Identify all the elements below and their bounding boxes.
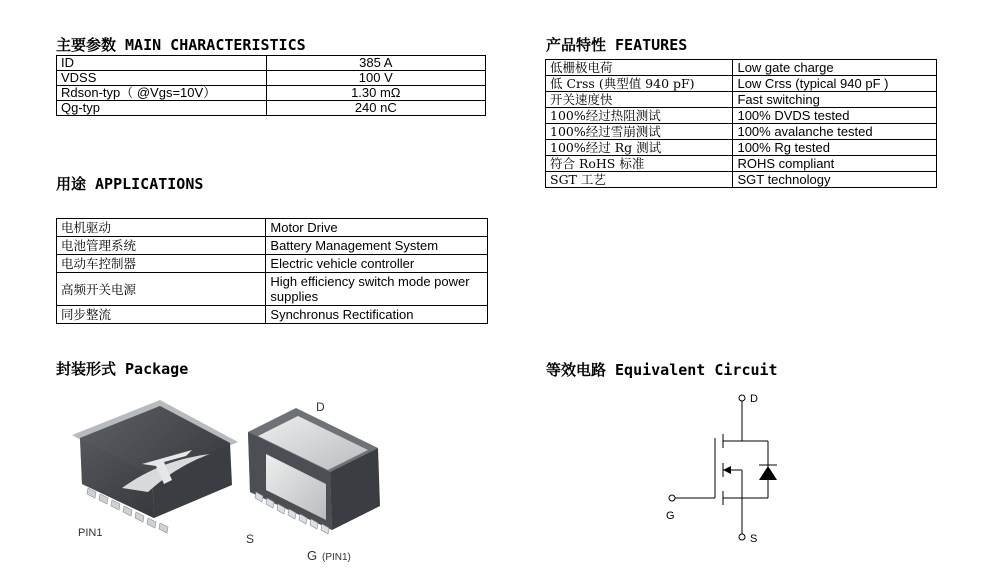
table-row (57, 273, 488, 306)
param-cell: Qg-typ (57, 101, 267, 116)
features-table (545, 59, 937, 188)
circuit-s-label: S (750, 533, 758, 545)
feature-zh-cell: 100%经过 Rg 测试 (546, 140, 733, 156)
table-row (57, 56, 486, 71)
table-row (57, 306, 488, 324)
feature-zh-cell: 低 Crss (典型值 940 pF) (546, 76, 733, 92)
circuit-d-label: D (750, 393, 758, 405)
application-zh-cell: 电动车控制器 (57, 255, 266, 273)
value-cell: 1.30 mΩ (266, 86, 485, 101)
package-top-view (72, 400, 238, 533)
equivalent-circuit-diagram (655, 388, 795, 553)
feature-en-cell: SGT technology (733, 172, 937, 188)
table-row (546, 108, 937, 124)
param-cell: Rdson-typ（ @Vgs=10V） (57, 86, 267, 101)
circuit-g-label: G (666, 510, 675, 522)
feature-zh-cell: 开关速度快 (546, 92, 733, 108)
main-characteristics-heading: 主要参数 MAIN CHARACTERISTICS (56, 36, 306, 54)
package-s-label: S (246, 532, 255, 546)
feature-en-cell: Low Crss (typical 940 pF ) (733, 76, 937, 92)
application-zh-cell: 高频开关电源 (57, 273, 266, 306)
body-diode-symbol (759, 466, 777, 480)
application-en-cell: High efficiency switch mode power supplies (266, 273, 488, 306)
param-cell: VDSS (57, 71, 267, 86)
application-en-cell: Synchronus Rectification (266, 306, 488, 324)
table-row (546, 140, 937, 156)
table-row (546, 76, 937, 92)
application-en-cell: Electric vehicle controller (266, 255, 488, 273)
param-cell: ID (57, 56, 267, 71)
feature-zh-cell: SGT 工艺 (546, 172, 733, 188)
applications-heading: 用途 APPLICATIONS (56, 175, 204, 193)
pin1-label: PIN1 (78, 527, 103, 539)
feature-zh-cell: 100%经过雪崩测试 (546, 124, 733, 140)
applications-table (56, 218, 488, 324)
feature-en-cell: 100% Rg tested (733, 140, 937, 156)
table-row (57, 237, 488, 255)
table-row (546, 156, 937, 172)
circuit-heading: 等效电路 Equivalent Circuit (546, 361, 778, 379)
feature-zh-cell: 低栅极电荷 (546, 60, 733, 76)
table-row (57, 86, 486, 101)
package-d-label: D (316, 400, 325, 414)
application-zh-cell: 电池管理系统 (57, 237, 266, 255)
package-bottom-view (248, 408, 380, 534)
feature-zh-cell: 100%经过热阻测试 (546, 108, 733, 124)
table-row (57, 71, 486, 86)
package-illustration (60, 380, 400, 575)
mosfet-arrow (723, 466, 731, 474)
value-cell: 240 nC (266, 101, 485, 116)
value-cell: 100 V (266, 71, 485, 86)
features-heading: 产品特性 FEATURES (546, 36, 688, 54)
value-cell: 385 A (266, 56, 485, 71)
feature-en-cell: 100% avalanche tested (733, 124, 937, 140)
feature-en-cell: 100% DVDS tested (733, 108, 937, 124)
table-row (546, 60, 937, 76)
package-heading: 封装形式 Package (56, 360, 189, 378)
application-en-cell: Battery Management System (266, 237, 488, 255)
application-en-cell: Motor Drive (266, 219, 488, 237)
table-row (546, 172, 937, 188)
main-characteristics-table (56, 55, 486, 116)
feature-en-cell: Low gate charge (733, 60, 937, 76)
application-zh-cell: 同步整流 (57, 306, 266, 324)
application-zh-cell: 电机驱动 (57, 219, 266, 237)
table-row (57, 255, 488, 273)
package-g-pin-label: (PIN1) (322, 552, 351, 563)
feature-en-cell: ROHS compliant (733, 156, 937, 172)
package-g-label: G (307, 548, 318, 563)
table-row (546, 92, 937, 108)
table-row (546, 124, 937, 140)
table-row (57, 101, 486, 116)
feature-zh-cell: 符合 RoHS 标准 (546, 156, 733, 172)
feature-en-cell: Fast switching (733, 92, 937, 108)
table-row (57, 219, 488, 237)
